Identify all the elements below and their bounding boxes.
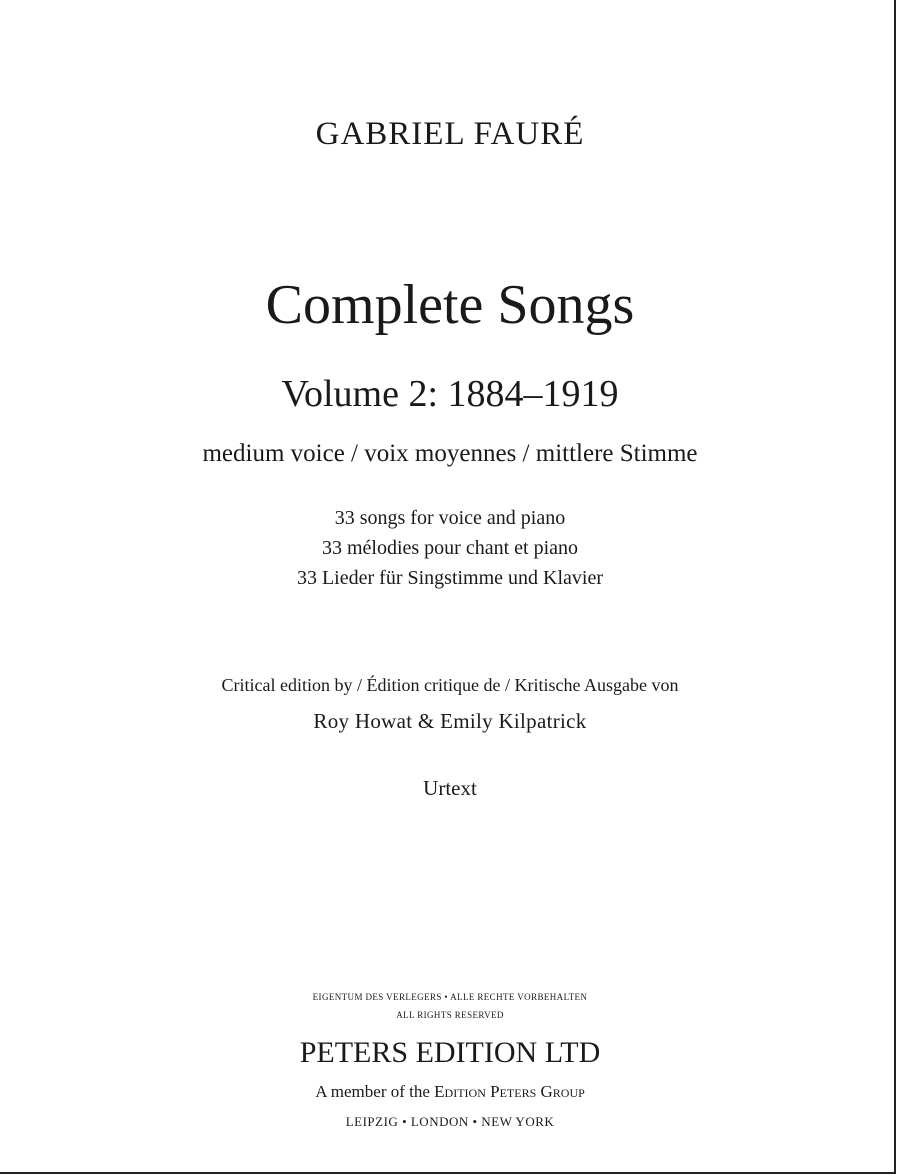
voice-type: medium voice / voix moyennes / mittlere Stimme [202,440,698,467]
editor-label: Critical edition by / Édition critique de / Kritische Ausgabe von [221,675,679,695]
volume-title: Volume 2: 1884–1919 [281,373,619,415]
publisher-cities: LEIPZIG • LONDON • NEW YORK [345,1114,555,1129]
membership-prefix: A member of the [315,1082,435,1101]
publisher-name: PETERS EDITION LTD [299,1036,601,1069]
publisher-membership [0,1082,900,1102]
work-title: Complete Songs [265,274,635,336]
description-german: 33 Lieder für Singstimme und Klavier [296,567,604,589]
description-english: 33 songs for voice and piano [334,507,566,529]
description-french: 33 mélodies pour chant et piano [321,537,579,559]
membership-group: Edition Peters Group [434,1082,585,1101]
rights-notice: EIGENTUM DES VERLEGERS • ALLE RECHTE VORBEHALTEN [312,992,588,1002]
editor-names: Roy Howat & Emily Kilpatrick [313,709,587,733]
composer-name: GABRIEL FAURÉ [315,116,585,152]
rights-reserved: ALL RIGHTS RESERVED [396,1010,504,1020]
urtext-label: Urtext [423,776,477,800]
